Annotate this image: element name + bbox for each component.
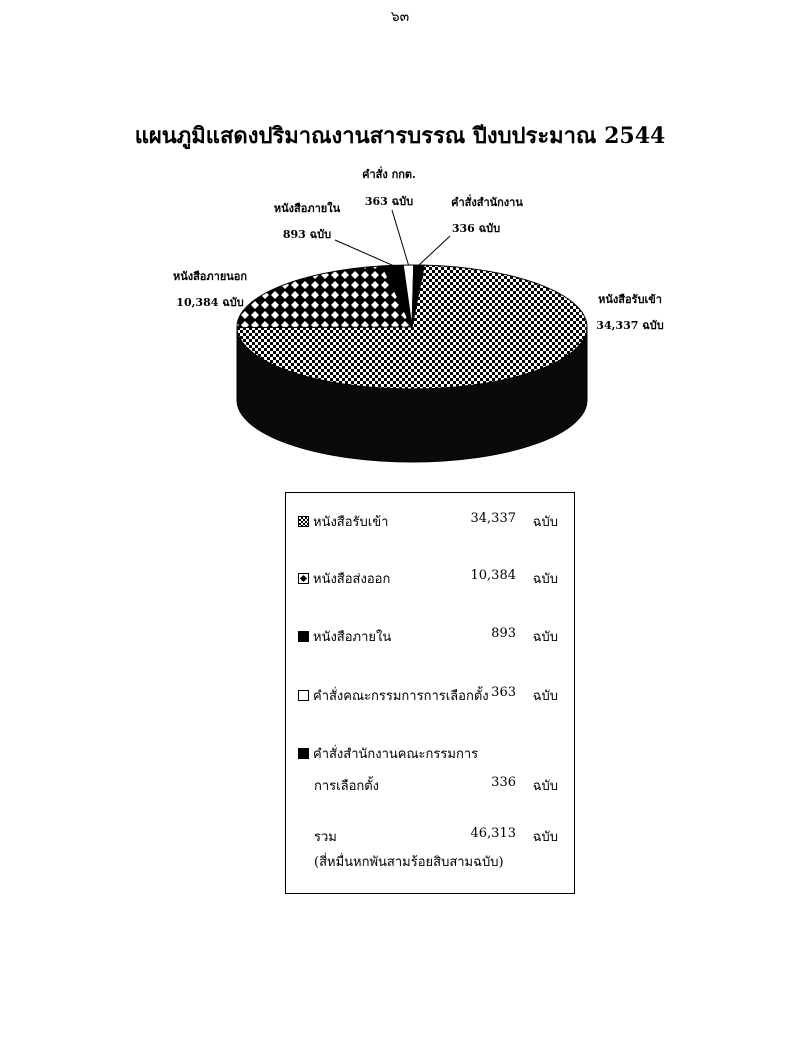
legend-item-ect-order bbox=[298, 685, 568, 706]
legend-item-internal bbox=[298, 626, 568, 647]
legend-name: หนังสือรับเข้า bbox=[313, 515, 389, 530]
label-slice-0-name: หนังสือรับเข้า bbox=[598, 293, 662, 306]
pie-top bbox=[237, 265, 587, 389]
legend-name: หนังสือภายใน bbox=[313, 630, 392, 645]
page-number: ๖๓ bbox=[390, 9, 410, 25]
legend-name-line2: การเลือกตั้ง bbox=[314, 779, 380, 794]
solid-swatch-icon bbox=[298, 748, 309, 759]
legend-unit: ฉบับ bbox=[532, 779, 558, 794]
label-slice-4-value: 336 ฉบับ bbox=[451, 222, 501, 235]
label-slice-3-value: 363 ฉบับ bbox=[364, 195, 414, 208]
legend-item-received bbox=[298, 511, 568, 532]
leader-line-2 bbox=[335, 240, 393, 265]
label-slice-2-value: 893 ฉบับ bbox=[282, 228, 332, 241]
label-slice-1-name: หนังสือภายนอก bbox=[172, 270, 248, 283]
legend-name: คำสั่งสำนักงานคณะกรรมการ bbox=[313, 747, 479, 762]
label-slice-4-name: คำสั่งสำนักงาน bbox=[451, 196, 523, 209]
legend-item-sent bbox=[298, 568, 568, 589]
total-value: 46,313 bbox=[470, 826, 516, 841]
solid-swatch-icon bbox=[298, 631, 309, 642]
legend-name: หนังสือส่งออก bbox=[313, 572, 391, 587]
legend-value: 10,384 bbox=[470, 568, 516, 583]
legend-total bbox=[298, 826, 568, 847]
total-unit: ฉบับ bbox=[532, 830, 558, 845]
leader-line-3 bbox=[392, 210, 409, 265]
pie-slice-1 bbox=[237, 266, 412, 328]
white-swatch-icon bbox=[298, 690, 309, 701]
legend-value: 336 bbox=[491, 775, 516, 790]
label-slice-3-name: คำสั่ง กกต. bbox=[362, 168, 416, 181]
pie-leaders bbox=[335, 210, 450, 265]
diamond-swatch-icon bbox=[298, 573, 309, 584]
legend-total-words bbox=[298, 851, 568, 872]
legend bbox=[285, 492, 575, 894]
legend-unit: ฉบับ bbox=[532, 572, 558, 587]
label-slice-0-value: 34,337 ฉบับ bbox=[596, 319, 664, 332]
legend-unit: ฉบับ bbox=[532, 630, 558, 645]
total-words: (สี่หมื่นหกพันสามร้อยสิบสามฉบับ) bbox=[314, 855, 504, 870]
legend-value: 363 bbox=[491, 685, 516, 700]
total-label: รวม bbox=[314, 830, 337, 845]
legend-unit: ฉบับ bbox=[532, 515, 558, 530]
pie-chart bbox=[0, 0, 800, 480]
legend-value: 893 bbox=[491, 626, 516, 641]
chart-title: แผนภูมิแสดงปริมาณงานสารบรรณ ปีงบประมาณ 2544 bbox=[134, 123, 666, 149]
label-slice-1-value: 10,384 ฉบับ bbox=[176, 296, 244, 309]
legend-item-office-order bbox=[298, 743, 568, 793]
legend-unit: ฉบับ bbox=[532, 689, 558, 704]
legend-value: 34,337 bbox=[470, 511, 516, 526]
leader-line-4 bbox=[419, 236, 450, 265]
checker-swatch-icon bbox=[298, 516, 309, 527]
legend-name: คำสั่งคณะกรรมการการเลือกตั้ง bbox=[313, 689, 489, 704]
label-slice-2-name: หนังสือภายใน bbox=[273, 202, 341, 215]
